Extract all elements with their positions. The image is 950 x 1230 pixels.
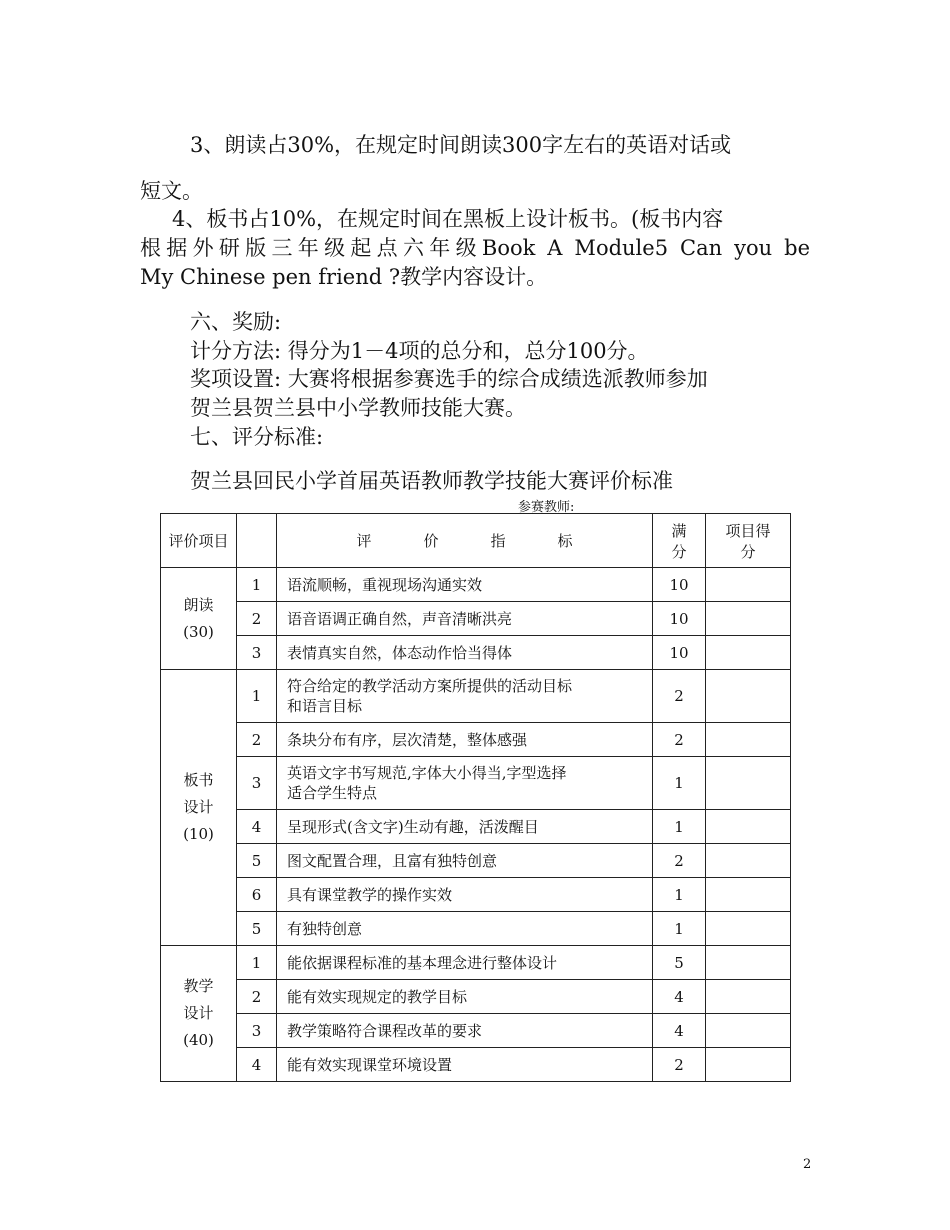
row-number: 6 — [237, 878, 277, 912]
table-row — [161, 1014, 791, 1048]
evaluation-table — [160, 513, 791, 1082]
row-score-input[interactable] — [706, 912, 791, 946]
row-full-score: 4 — [653, 980, 706, 1014]
header-full-score: 满 分 — [653, 514, 706, 568]
row-score-input[interactable] — [706, 636, 791, 670]
paragraph-reading-line1: 3、朗读占30%，在规定时间朗读300字左右的英语对话或 — [190, 133, 732, 157]
header-category: 评价项目 — [161, 514, 237, 568]
table-row — [161, 844, 791, 878]
row-full-score: 1 — [653, 878, 706, 912]
row-indicator: 有独特创意 — [277, 912, 653, 946]
row-full-score: 10 — [653, 568, 706, 602]
row-score-input[interactable] — [706, 878, 791, 912]
row-full-score: 5 — [653, 946, 706, 980]
row-score-input[interactable] — [706, 1048, 791, 1082]
awards-line2: 贺兰县贺兰县中小学教师技能大赛。 — [190, 396, 526, 420]
header-item-score: 项目得 分 — [706, 514, 791, 568]
row-indicator: 能有效实现课堂环境设置 — [277, 1048, 653, 1082]
header-indicator: 评 价 指 标 — [277, 514, 653, 568]
criteria-heading: 七、评分标准: — [190, 425, 324, 449]
row-score-input[interactable] — [706, 1014, 791, 1048]
contestant-label: 参赛教师: — [518, 500, 575, 515]
table-row — [161, 568, 791, 602]
row-indicator: 具有课堂教学的操作实效 — [277, 878, 653, 912]
category-board-design: 板书 设计 (10) — [161, 670, 237, 946]
rewards-heading: 六、奖励: — [190, 310, 282, 334]
table-row — [161, 980, 791, 1014]
table-row — [161, 878, 791, 912]
table-title: 贺兰县回民小学首届英语教师教学技能大赛评价标准 — [190, 469, 673, 493]
row-indicator: 语流顺畅，重视现场沟通实效 — [277, 568, 653, 602]
table-row — [161, 636, 791, 670]
row-score-input[interactable] — [706, 568, 791, 602]
category-teaching-design: 教学 设计 (40) — [161, 946, 237, 1082]
row-number: 2 — [237, 723, 277, 757]
row-indicator: 能依据课程标准的基本理念进行整体设计 — [277, 946, 653, 980]
paragraph-board-line3: My Chinese pen friend ?教学内容设计。 — [140, 265, 548, 289]
row-full-score: 1 — [653, 757, 706, 810]
row-number: 3 — [237, 1014, 277, 1048]
table-row — [161, 1048, 791, 1082]
table-row — [161, 670, 791, 723]
table-row — [161, 946, 791, 980]
row-number: 3 — [237, 636, 277, 670]
row-number: 2 — [237, 980, 277, 1014]
row-indicator: 英语文字书写规范,字体大小得当,字型选择 适合学生特点 — [277, 757, 653, 810]
row-number: 3 — [237, 757, 277, 810]
row-number: 5 — [237, 844, 277, 878]
row-full-score: 2 — [653, 723, 706, 757]
row-full-score: 10 — [653, 602, 706, 636]
awards-line1: 奖项设置: 大赛将根据参赛选手的综合成绩选派教师参加 — [190, 367, 708, 391]
row-indicator: 语音语调正确自然，声音清晰洪亮 — [277, 602, 653, 636]
row-number: 4 — [237, 1048, 277, 1082]
row-number: 4 — [237, 810, 277, 844]
row-score-input[interactable] — [706, 810, 791, 844]
row-indicator: 能有效实现规定的教学目标 — [277, 980, 653, 1014]
table-row — [161, 723, 791, 757]
row-full-score: 1 — [653, 810, 706, 844]
row-number: 1 — [237, 946, 277, 980]
row-full-score: 2 — [653, 1048, 706, 1082]
page-number: 2 — [803, 1157, 812, 1172]
row-number: 2 — [237, 602, 277, 636]
row-number: 1 — [237, 568, 277, 602]
row-indicator: 图文配置合理，且富有独特创意 — [277, 844, 653, 878]
row-score-input[interactable] — [706, 602, 791, 636]
table-row — [161, 602, 791, 636]
row-score-input[interactable] — [706, 757, 791, 810]
row-score-input[interactable] — [706, 946, 791, 980]
row-number: 1 — [237, 670, 277, 723]
row-full-score: 1 — [653, 912, 706, 946]
row-indicator: 符合给定的教学活动方案所提供的活动目标 和语言目标 — [277, 670, 653, 723]
row-full-score: 4 — [653, 1014, 706, 1048]
table-row — [161, 757, 791, 810]
row-full-score: 2 — [653, 670, 706, 723]
row-full-score: 2 — [653, 844, 706, 878]
paragraph-reading-line2: 短文。 — [140, 179, 203, 203]
scoring-method: 计分方法: 得分为1－4项的总分和，总分100分。 — [190, 339, 649, 363]
row-score-input[interactable] — [706, 980, 791, 1014]
row-indicator: 表情真实自然，体态动作恰当得体 — [277, 636, 653, 670]
row-score-input[interactable] — [706, 844, 791, 878]
row-score-input[interactable] — [706, 670, 791, 723]
header-number — [237, 514, 277, 568]
row-indicator: 条块分布有序，层次清楚，整体感强 — [277, 723, 653, 757]
row-score-input[interactable] — [706, 723, 791, 757]
row-indicator: 教学策略符合课程改革的要求 — [277, 1014, 653, 1048]
row-full-score: 10 — [653, 636, 706, 670]
paragraph-board-line1: 4、板书占10%，在规定时间在黑板上设计板书。(板书内容 — [172, 207, 724, 231]
table-row — [161, 810, 791, 844]
row-indicator: 呈现形式(含文字)生动有趣，活泼醒目 — [277, 810, 653, 844]
table-header-row — [161, 514, 791, 568]
paragraph-board-line2: 根据外研版三年级起点六年级Book A Module5 Can you be — [140, 236, 810, 260]
row-number: 5 — [237, 912, 277, 946]
table-row — [161, 912, 791, 946]
category-reading: 朗读 (30) — [161, 568, 237, 670]
